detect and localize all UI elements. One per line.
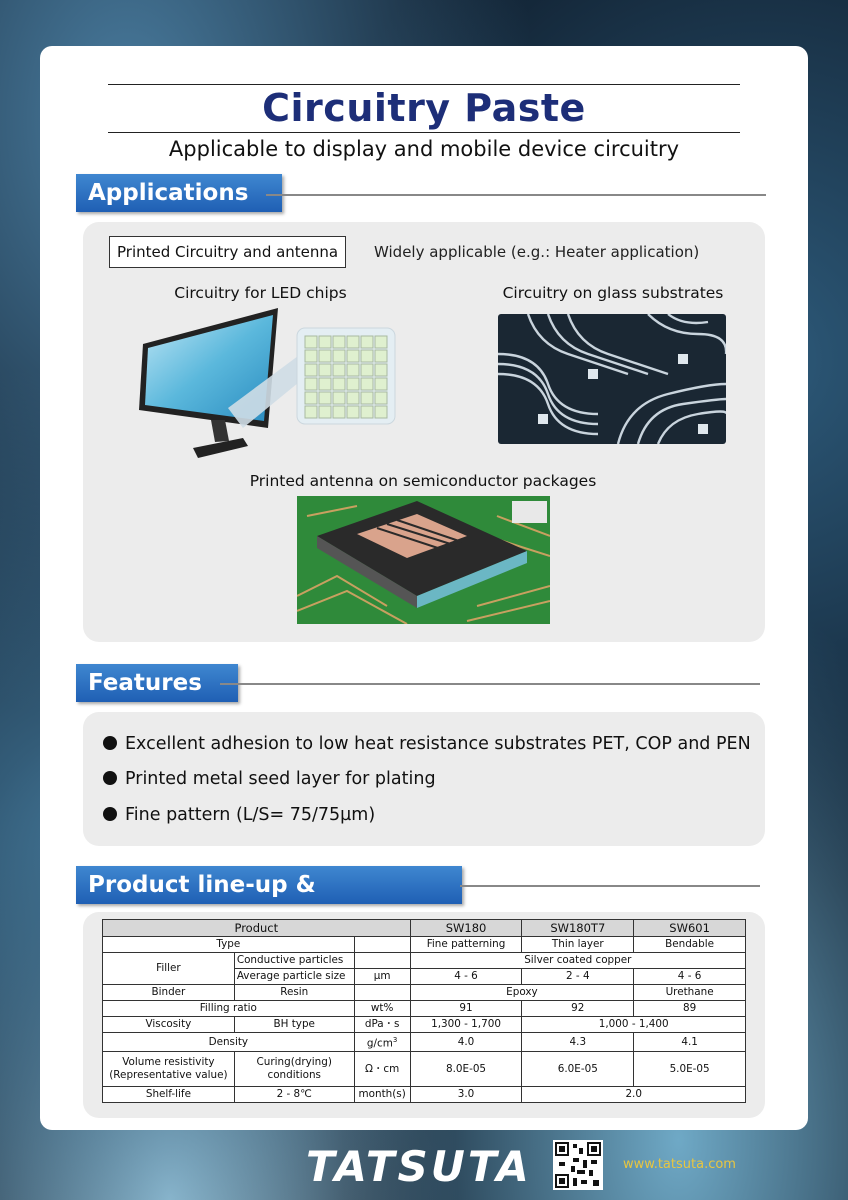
feature-item: Fine pattern (L/S= 75/75µm) bbox=[103, 805, 375, 825]
glass-caption: Circuitry on glass substrates bbox=[502, 284, 724, 302]
properties-table bbox=[102, 919, 746, 1103]
features-rule bbox=[220, 683, 760, 685]
bullet-icon bbox=[103, 807, 117, 821]
widely-applicable-note: Widely applicable (e.g.: Heater application) bbox=[374, 243, 700, 261]
table-row: Shelf-life 2 - 8℃ month(s) 3.0 2.0 bbox=[103, 1087, 746, 1103]
feature-item: Printed metal seed layer for plating bbox=[103, 769, 436, 789]
table-row: Type Fine patterning Thin layer Bendable bbox=[103, 937, 746, 953]
table-row: Binder Resin Epoxy Urethane bbox=[103, 985, 746, 1001]
table-row: Viscosity BH type dPa・s 1,300 - 1,700 1,000 - 1,400 bbox=[103, 1017, 746, 1033]
table-row: Filler Conductive particles Silver coated copper bbox=[103, 953, 746, 969]
tatsuta-logo: TATSUTA bbox=[306, 1142, 532, 1191]
applications-panel bbox=[83, 222, 765, 642]
qr-code-icon[interactable] bbox=[553, 1140, 603, 1190]
applications-heading: Applications bbox=[76, 174, 282, 212]
features-heading: Features bbox=[76, 664, 238, 702]
led-chips-caption: Circuitry for LED chips bbox=[174, 284, 347, 302]
features-panel bbox=[83, 712, 765, 846]
table-row: Density $g/cm^3$ 4.0 4.3 4.1 bbox=[103, 1033, 746, 1052]
page-title: Circuitry Paste bbox=[262, 86, 586, 130]
page-subtitle: Applicable to display and mobile device circuitry bbox=[168, 137, 680, 161]
bullet-icon bbox=[103, 736, 117, 750]
led-monitor-image bbox=[133, 308, 398, 458]
lineup-rule bbox=[460, 885, 760, 887]
content-card bbox=[40, 46, 808, 1130]
glass-circuit-image bbox=[498, 314, 726, 444]
table-row: Average particle size µm 4 - 6 2 - 4 4 - 6 bbox=[103, 969, 746, 985]
title-bottom-rule bbox=[108, 132, 740, 133]
title-top-rule bbox=[108, 84, 740, 85]
feature-item: Excellent adhesion to low heat resistance substrates PET, COP and PEN bbox=[103, 734, 751, 754]
printed-circuitry-label: Printed Circuitry and antenna bbox=[109, 236, 346, 268]
table-row: Product SW180 SW180T7 SW601 bbox=[103, 920, 746, 937]
lineup-heading: Product line-up & bbox=[76, 866, 462, 904]
bullet-icon bbox=[103, 771, 117, 785]
antenna-caption: Printed antenna on semiconductor packages bbox=[249, 472, 597, 490]
website-link[interactable]: www.tatsuta.com bbox=[623, 1157, 736, 1172]
table-row: Filling ratio wt% 91 92 89 bbox=[103, 1001, 746, 1017]
semiconductor-package-image bbox=[297, 496, 550, 624]
applications-rule bbox=[266, 194, 766, 196]
table-row: Volume resistivity (Representative value) Curing(drying) conditions Ω・cm 8.0E-05 6.0E-05 5.0E-05 bbox=[103, 1052, 746, 1087]
